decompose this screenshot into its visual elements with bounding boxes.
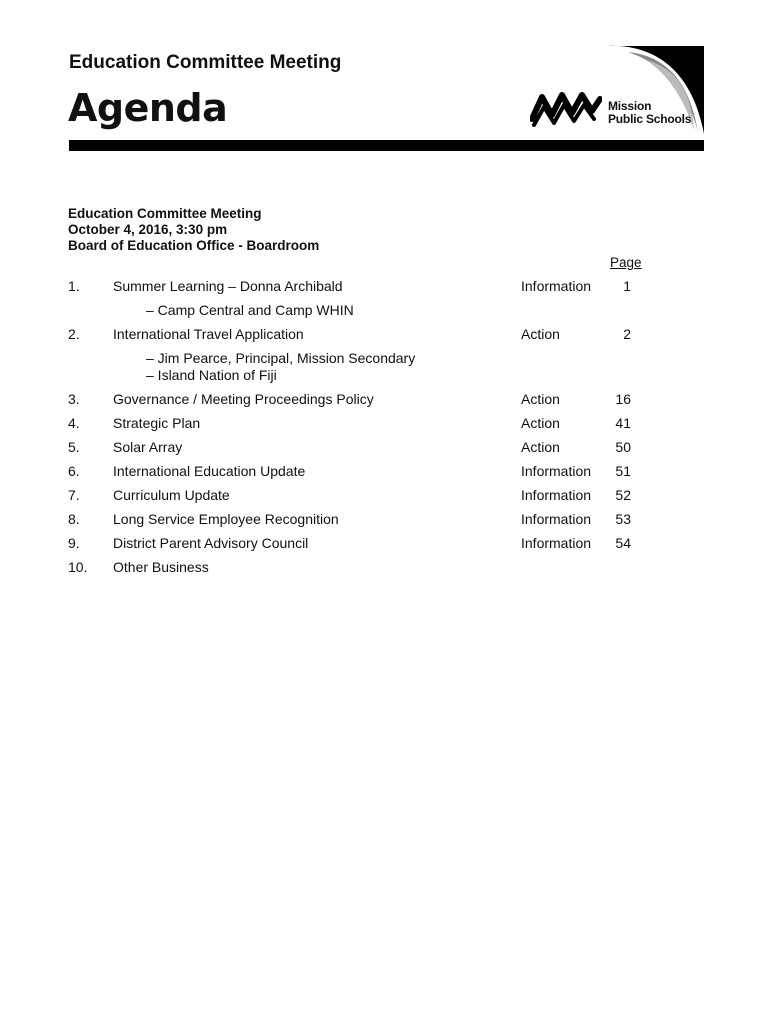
- item-number: 9.: [68, 535, 80, 551]
- item-title: International Travel Application: [113, 326, 304, 342]
- item-type: Action: [521, 415, 560, 431]
- item-type: Information: [521, 487, 592, 503]
- item-number: 4.: [68, 415, 80, 431]
- agenda-item: [0, 487, 770, 507]
- item-number: 2.: [68, 326, 80, 342]
- item-page: 1: [623, 278, 631, 294]
- item-number: 6.: [68, 463, 80, 479]
- agenda-item: [0, 326, 770, 346]
- item-type: Action: [521, 326, 560, 342]
- agenda-item: [0, 559, 770, 579]
- agenda-heading: Agenda: [68, 86, 228, 130]
- item-title: International Education Update: [113, 463, 306, 479]
- item-title: Summer Learning – Donna Archibald: [113, 278, 343, 294]
- agenda-item: [0, 391, 770, 411]
- agenda-item: [0, 535, 770, 555]
- item-title: Governance / Meeting Proceedings Policy: [113, 391, 374, 407]
- agenda-item: [0, 278, 770, 298]
- item-title: District Parent Advisory Council: [113, 535, 309, 551]
- item-page: 2: [623, 326, 631, 342]
- item-subline: – Island Nation of Fiji: [146, 367, 277, 383]
- item-subline: – Camp Central and Camp WHIN: [146, 302, 354, 318]
- agenda-item: [0, 415, 770, 435]
- item-type: Information: [521, 511, 592, 527]
- meeting-datetime: October 4, 2016, 3:30 pm: [68, 222, 228, 237]
- item-number: 1.: [68, 278, 80, 294]
- item-number: 8.: [68, 511, 80, 527]
- item-page: 54: [615, 535, 631, 551]
- item-title: Other Business: [113, 559, 209, 575]
- item-page: 53: [615, 511, 631, 527]
- document-title: Education Committee Meeting: [69, 52, 342, 73]
- item-title: Solar Array: [113, 439, 183, 455]
- item-title: Curriculum Update: [113, 487, 230, 503]
- item-page: 52: [615, 487, 631, 503]
- item-number: 3.: [68, 391, 80, 407]
- item-type: Information: [521, 278, 592, 294]
- item-title: Long Service Employee Recognition: [113, 511, 339, 527]
- item-type: Action: [521, 391, 560, 407]
- item-page: 50: [615, 439, 631, 455]
- item-page: 41: [615, 415, 631, 431]
- item-type: Information: [521, 463, 592, 479]
- item-title: Strategic Plan: [113, 415, 201, 431]
- agenda-item: [0, 511, 770, 531]
- item-number: 5.: [68, 439, 80, 455]
- item-number: 10.: [68, 559, 88, 575]
- agenda-item: [0, 439, 770, 459]
- item-number: 7.: [68, 487, 80, 503]
- agenda-item: [0, 463, 770, 483]
- item-type: Action: [521, 439, 560, 455]
- meeting-name: Education Committee Meeting: [68, 206, 262, 221]
- item-subline: – Jim Pearce, Principal, Mission Secondary: [146, 350, 416, 366]
- item-page: 51: [615, 463, 631, 479]
- page-column-header: Page: [610, 255, 642, 270]
- logo-line-2: Public Schools: [608, 112, 692, 126]
- item-page: 16: [615, 391, 631, 407]
- item-type: Information: [521, 535, 592, 551]
- meeting-location: Board of Education Office - Boardroom: [68, 238, 320, 253]
- logo-line-1: Mission: [608, 99, 652, 113]
